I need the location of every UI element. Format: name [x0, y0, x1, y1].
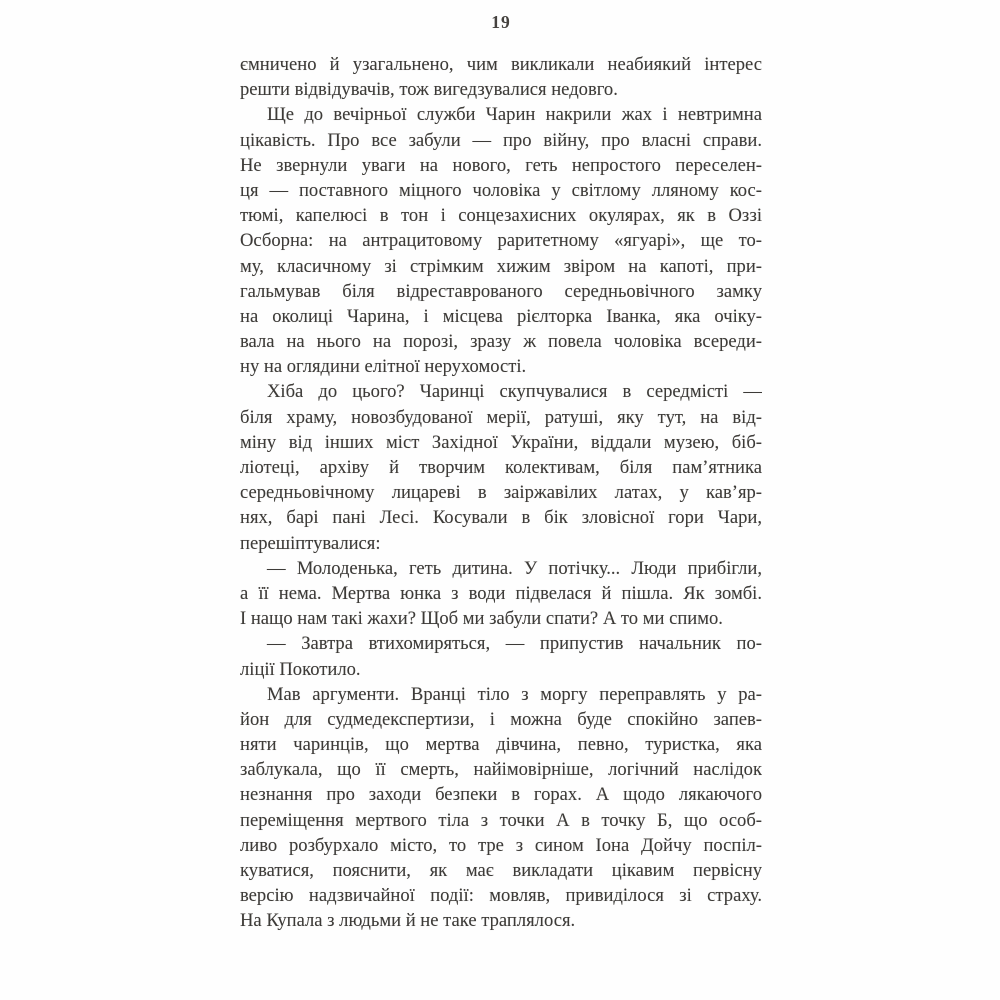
text-line: вала на нього на порозі, зразу ж повела чоловіка всереди-: [240, 331, 762, 353]
text-line: версію надзвичайної події: мовляв, привиділося зі страху.: [240, 885, 762, 907]
text-line: Хіба до цього? Чаринці скупчувалися в середмісті —: [267, 381, 762, 403]
text-line: На Купала з людьми й не таке траплялося.: [240, 910, 576, 932]
text-line: йон для судмедекспертизи, і можна буде спокійно запев-: [240, 708, 762, 730]
text-line: незнання про заходи безпеки в горах. А щодо лякаючого: [240, 784, 762, 806]
page-number: 19: [491, 12, 511, 32]
text-line: Осборна: на антрацитовому раритетному «ягуарі», ще то-: [240, 230, 762, 252]
text-line: тюмі, капелюсі в тон і сонцезахисних окулярах, як в Оззі: [240, 205, 762, 227]
text-line: ця — поставного міцного чоловіка у світлому лляному кос-: [240, 179, 762, 201]
text-line: перешіптувалися:: [240, 532, 381, 554]
text-line: — Молоденька, геть дитина. У потічку... Люди прибігли,: [267, 557, 762, 579]
text-line: ливо розбурхало місто, то тре з сином Іона Дойчу поспіл-: [240, 834, 762, 856]
text-line: ліотеці, архіву й творчим колективам, біля пам’ятника: [240, 457, 762, 478]
text-line: на околиці Чарина, і місцева рієлторка Іванка, яка очіку-: [240, 305, 762, 327]
text-line: заблукала, що її смерть, найімовірніше, логічний наслідок: [240, 759, 762, 781]
text-line: міну від інших міст Західної України, віддали музею, біб-: [240, 431, 762, 453]
text-line: ну на оглядини елітної нерухомості.: [240, 356, 527, 378]
text-line: Ще до вечірньої служби Чарин накрили жах і невтримна: [267, 104, 762, 126]
text-line: біля храму, новозбудованої мерії, ратуші, яку тут, на від-: [240, 406, 762, 428]
text-line: цікавість. Про все забули — про війну, про власні справи.: [240, 129, 762, 151]
text-line: Мав аргументи. Вранці тіло з моргу переправлять у ра-: [267, 683, 762, 705]
text-line: куватися, пояснити, як має викладати цікавим первісну: [240, 860, 762, 881]
text-line: нях, барі пані Лесі. Косували в бік зловісної гори Чари,: [240, 507, 762, 529]
text-column: [240, 52, 762, 934]
text-line: Не звернули уваги на нового, геть непростого переселен-: [240, 154, 762, 176]
text-line: му, класичному зі стрімким хижим звіром на капоті, при-: [240, 255, 762, 277]
text-line: І нащо нам такі жахи? Щоб ми забули спати? А то ми спимо.: [240, 608, 723, 630]
text-line: а її нема. Мертва юнка з води підвелася й пішла. Як зомбі.: [240, 582, 762, 604]
text-line: середньовічному лицареві в заіржавілих латах, у кав’яр-: [240, 482, 762, 504]
text-line: няти чаринців, що мертва дівчина, певно, туристка, яка: [240, 734, 762, 756]
text-line: ліції Покотило.: [240, 658, 361, 680]
text-line: — Завтра втихомиряться, — припустив начальник по-: [267, 633, 762, 655]
text-line: ємничено й узагальнено, чим викликали неабиякий інтерес: [240, 54, 762, 75]
text-line: гальмував біля відреставрованого середньовічного замку: [240, 280, 762, 302]
text-line: решти відвідувачів, тож вигедзувалися недовго.: [240, 79, 618, 101]
text-line: переміщення мертвого тіла з точки А в точку Б, що особ-: [240, 809, 762, 831]
